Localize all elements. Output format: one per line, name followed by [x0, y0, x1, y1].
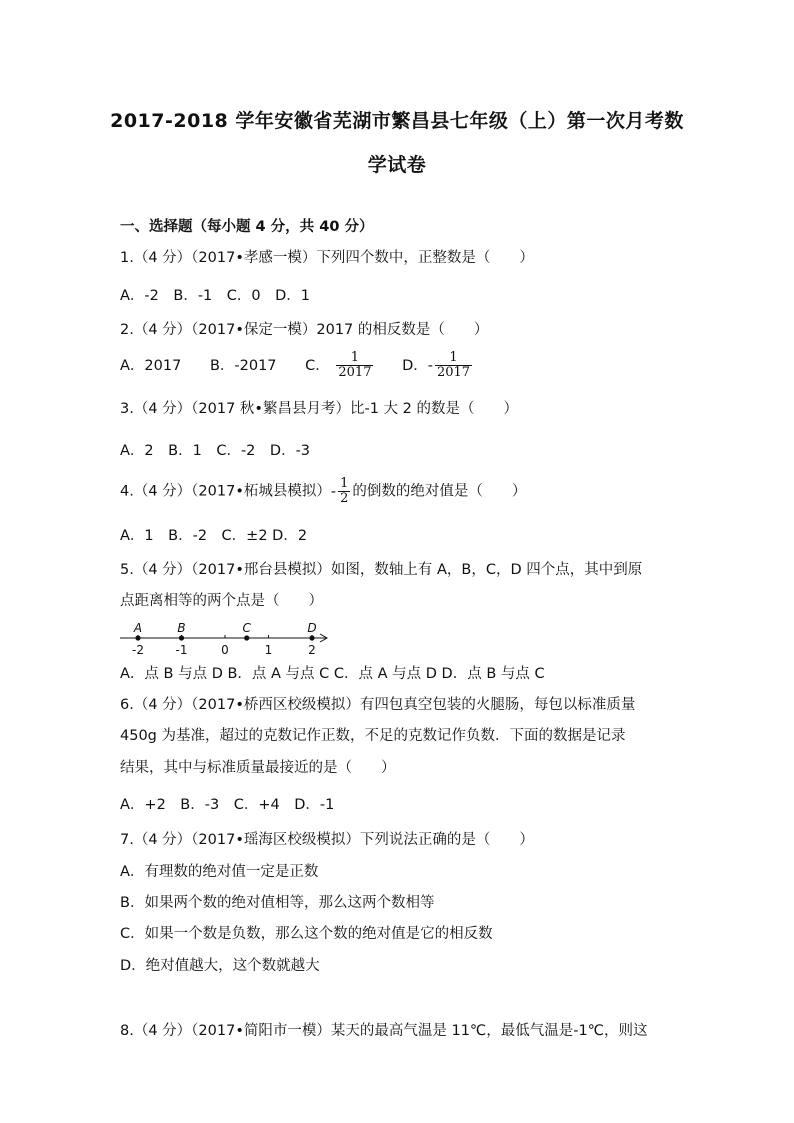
- question-4-options: A．1 B．-2 C．±2 D．2: [120, 528, 308, 544]
- fraction-numerator: 1: [336, 351, 373, 366]
- number-line-point-label: A: [133, 621, 143, 635]
- fraction-denominator: 2017: [338, 365, 372, 380]
- question-5-stem-line-2: 点距离相等的两个点是（ ）: [120, 593, 323, 609]
- question-3-options: A．2 B．1 C．-2 D．-3: [120, 443, 311, 459]
- section-heading: 一、选择题（每小题 4 分，共 40 分）: [120, 219, 374, 235]
- number-line-point: [244, 635, 249, 640]
- number-line-point-label: B: [177, 621, 186, 635]
- question-7-option-d: D．绝对值越大，这个数就越大: [120, 958, 320, 974]
- question-1-options: A．-2 B．-1 C．0 D．1: [120, 288, 311, 304]
- question-4-fraction: [338, 477, 350, 506]
- question-2-option-b: B．-2017: [209, 357, 277, 374]
- fraction-denominator: 2: [340, 491, 349, 506]
- exam-title-line-2: 学试卷: [367, 154, 427, 176]
- question-2-option-d-fraction: [435, 351, 472, 380]
- number-line-point: [179, 635, 184, 640]
- question-2-option-c-label: C．: [305, 357, 330, 374]
- number-line-tick-label: 0: [221, 643, 229, 657]
- question-6-line-1: 6.（4 分）（2017•桥西区校级模拟）有四包真空包装的火腿肠，每包以标准质量: [120, 697, 636, 713]
- number-line-tick-label: 1: [264, 643, 273, 657]
- question-4-stem: [120, 477, 526, 506]
- question-1-stem: 1.（4 分）（2017•孝感一模）下列四个数中，正整数是（ ）: [120, 250, 534, 266]
- question-7-option-b: B．如果两个数的绝对值相等，那么这两个数相等: [120, 895, 435, 911]
- fraction-denominator: 2017: [436, 365, 471, 380]
- question-8-stem: 8.（4 分）（2017•简阳市一模）某天的最高气温是 11℃，最低气温是-1℃，则这: [120, 1023, 648, 1039]
- question-2-option-a: A．2017: [120, 357, 182, 374]
- number-line-tick-label: 2: [308, 643, 316, 657]
- question-6-line-3: 结果，其中与标准质量最接近的是（ ）: [120, 760, 396, 776]
- question-6-options: A．+2 B．-3 C．+4 D．-1: [120, 797, 335, 813]
- question-3-stem: 3.（4 分）（2017 秋•繁昌县月考）比-1 大 2 的数是（ ）: [120, 401, 518, 417]
- question-7-option-a: A．有理数的绝对值一定是正数: [120, 864, 319, 880]
- question-4-stem-suffix: 的倒数的绝对值是（ ）: [352, 483, 527, 500]
- question-5-stem-line-1: 5.（4 分）（2017•邢台县模拟）如图，数轴上有 A，B，C，D 四个点，其中到原: [120, 562, 643, 578]
- number-line-tick-label: -2: [132, 643, 144, 657]
- minus-sign: -: [330, 483, 337, 500]
- number-line-point: [309, 635, 314, 640]
- number-line-tick-label: -1: [175, 643, 188, 657]
- question-7-option-c: C．如果一个数是负数，那么这个数的绝对值是它的相反数: [120, 926, 493, 942]
- question-2-option-c-fraction: [336, 351, 373, 380]
- exam-title-line-1: 2017-2018 学年安徽省芜湖市繁昌县七年级（上）第一次月考数: [110, 110, 684, 132]
- number-line-figure: [118, 618, 338, 660]
- number-line-point-label: D: [307, 621, 317, 635]
- question-2-option-d-label: D．-: [402, 357, 433, 374]
- question-4-stem-prefix: 4.（4 分）（2017•柘城县模拟）: [120, 483, 331, 500]
- question-2-stem: 2.（4 分）（2017•保定一模）2017 的相反数是（ ）: [120, 322, 489, 338]
- question-6-line-2: 450g 为基准，超过的克数记作正数，不足的克数记作负数．下面的数据是记录: [120, 728, 626, 744]
- question-2-options: [120, 351, 474, 380]
- fraction-numerator: 1: [340, 476, 349, 491]
- question-5-options: A．点 B 与点 D B．点 A 与点 C C．点 A 与点 D D．点 B 与点 C: [120, 666, 545, 682]
- number-line-point-label: C: [242, 621, 251, 635]
- question-7-stem: 7.（4 分）（2017•瑶海区校级模拟）下列说法正确的是（ ）: [120, 832, 534, 848]
- fraction-numerator: 1: [435, 351, 472, 366]
- number-line-point: [135, 635, 140, 640]
